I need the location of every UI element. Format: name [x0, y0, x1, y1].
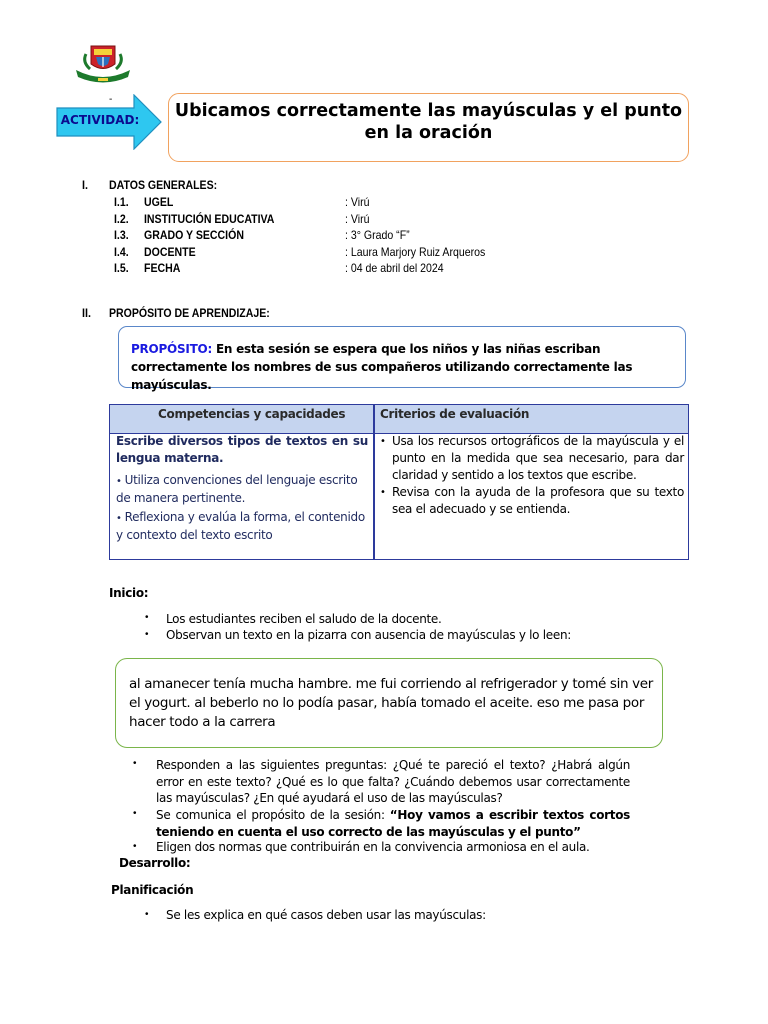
desarrollo-title: Desarrollo:	[119, 856, 191, 870]
activity-label: ACTIVIDAD:	[60, 113, 140, 127]
inicio-item: Responden a las siguientes preguntas: ¿Qué te pareció el texto? ¿Habrá algún error en este texto? ¿Qué es lo que falta? ¿Cuándo debemos usar correctamente las mayúsculas? ¿En qué ayudará el uso de las mayúsculas?	[156, 758, 630, 805]
competencias-cell	[116, 433, 368, 544]
datos-row-label: GRADO Y SECCIÓN	[144, 228, 244, 242]
sample-text: al amanecer tenía mucha hambre. me fui corriendo al refrigerador y tomé sin ver el yogurt. al beberlo no lo podía pasar, había tomado el aceite. eso me pasa por hacer todo a la carrera	[129, 676, 653, 730]
inicio-item: Eligen dos normas que contribuirán en la convivencia armoniosa en el aula.	[156, 840, 590, 854]
bullet-icon: •	[133, 841, 137, 852]
datos-row-value: : Laura Marjory Ruiz Arqueros	[345, 244, 486, 259]
datos-row-number: I.5.	[114, 261, 129, 275]
criterio-item	[380, 433, 684, 484]
datos-row-value: : 04 de abril del 2024	[345, 261, 444, 275]
datos-row-number: I.1.	[114, 195, 129, 209]
inicio-item: Los estudiantes reciben el saludo de la docente.	[166, 612, 442, 626]
table-divider	[373, 405, 375, 559]
datos-row-value: : Virú	[345, 195, 370, 209]
page-title: Ubicamos correctamente las mayúsculas y el punto en la oración	[174, 101, 683, 143]
proposito-body: En esta sesión se espera que los niños y las niñas escriban correctamente los nombres de sus compañeros utilizando correctamente las mayúsculas.	[131, 342, 633, 392]
bullet-icon: •	[133, 808, 137, 819]
criterio-item	[380, 484, 684, 518]
header-dash: -	[109, 94, 113, 105]
datos-row-number: I.3.	[114, 228, 129, 242]
datos-row-value: : Virú	[345, 211, 370, 226]
proposito-lead: PROPÓSITO:	[131, 342, 213, 356]
section-title-proposito: PROPÓSITO DE APRENDIZAJE:	[109, 306, 270, 320]
bullet-icon: •	[116, 513, 122, 524]
inicio-item	[156, 807, 630, 840]
section-number: I.	[82, 178, 89, 192]
criterios-cell	[380, 433, 684, 518]
capacidad-text: Utiliza convenciones del lenguaje escrito de manera pertinente.	[116, 473, 358, 505]
school-crest-icon	[72, 40, 134, 86]
capacidad-item	[116, 509, 368, 544]
inicio-title: Inicio:	[109, 586, 149, 600]
datos-row-value: : 3° Grado “F”	[345, 228, 410, 242]
datos-row-label: FECHA	[144, 261, 181, 275]
criterio-text: Usa los recursos ortográficos de la mayúscula y el punto en la medida que sea necesario, para dar claridad y sentido a los textos que escribe.	[392, 434, 684, 482]
datos-generales-list	[0, 194, 768, 278]
capacidad-item	[116, 472, 368, 507]
proposito-text	[131, 340, 683, 394]
capacidad-text: Reflexiona y evalúa la forma, el contenido y contexto del texto escrito	[116, 510, 365, 542]
section-title-datos-generales: DATOS GENERALES:	[109, 178, 218, 192]
competencias-table	[109, 404, 689, 560]
datos-row-label: UGEL	[144, 195, 174, 209]
proposito-sesion-quote: “Hoy vamos a escribir textos cortos teniendo en cuenta el uso correcto de las mayúsculas y el punto”	[156, 808, 631, 839]
table-header-competencias: Competencias y capacidades	[158, 407, 346, 421]
bullet-icon: •	[380, 436, 386, 447]
datos-row-label: DOCENTE	[144, 244, 196, 259]
criterio-text: Revisa con la ayuda de la profesora que su texto sea el adecuado y se entienda.	[392, 485, 684, 516]
bullet-icon: •	[380, 487, 386, 498]
datos-row-number: I.4.	[114, 244, 129, 259]
datos-row-label: INSTITUCIÓN EDUCATIVA	[144, 211, 275, 226]
table-header-criterios: Criterios de evaluación	[380, 407, 530, 421]
datos-row-number: I.2.	[114, 211, 129, 226]
bullet-icon: •	[145, 612, 149, 623]
section-number: II.	[82, 306, 92, 320]
bullet-icon: •	[116, 476, 122, 487]
bullet-icon: •	[133, 758, 137, 769]
planificacion-subtitle: Planificación	[111, 883, 194, 897]
desarrollo-item: Se les explica en qué casos deben usar las mayúsculas:	[166, 908, 486, 922]
inicio-item: Observan un texto en la pizarra con ausencia de mayúsculas y lo leen:	[166, 628, 571, 642]
bullet-icon: •	[145, 909, 149, 920]
bullet-icon: •	[145, 629, 149, 640]
proposito-sesion-intro: Se comunica el propósito de la sesión:	[156, 808, 390, 822]
competencia-title: Escribe diversos tipos de textos en su lengua materna.	[116, 434, 368, 465]
